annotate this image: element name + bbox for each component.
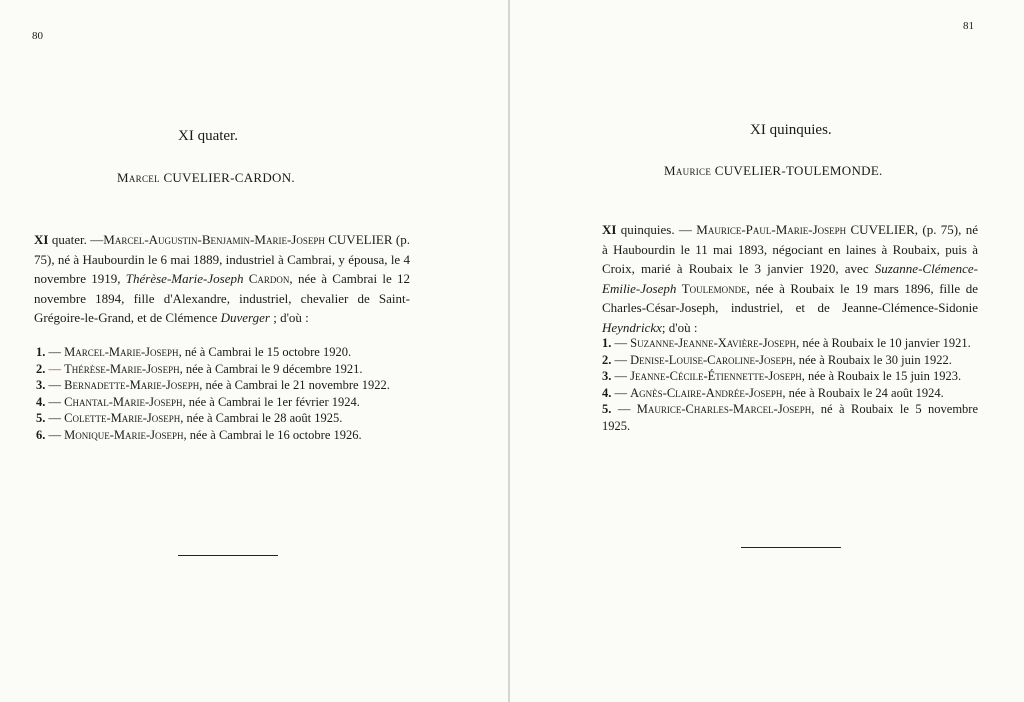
entry-ref: XI — [34, 232, 49, 247]
intro-text-c: ; d'où : — [661, 319, 698, 335]
child-entry: 4. — Chantal-Marie-Joseph, née à Cambrai le 1er février 1924. — [36, 394, 360, 409]
section-subtitle-left — [117, 170, 295, 186]
child-number: 2. — [602, 352, 612, 367]
subtitle-first-name: Marcel — [117, 170, 160, 185]
child-name: Denise-Louise-Caroline-Joseph — [630, 352, 793, 367]
mother-surname: Duverger — [220, 310, 270, 325]
child-entry: 1. — Suzanne-Jeanne-Xavière-Joseph, née à Roubaix le 10 janvier 1921. — [602, 336, 971, 350]
child-number: 6. — [36, 427, 46, 442]
child-name: Jeanne-Cécile-Étiennette-Joseph — [630, 369, 802, 383]
entry-ref: XI — [602, 222, 617, 237]
right-page — [514, 0, 1024, 702]
intro-text-a: CUVELIER, (p. 75), né à Haubourdin le 11 mai 1893, négociant en laines à Roubaix, puis à Croix, marié à Roubaix le 3 janvier 1920, avec — [602, 222, 978, 276]
child-number: 5. — [36, 411, 46, 425]
child-entry: 5. — Maurice-Charles-Marcel-Joseph, né à Roubaix le 5 novembre 1925. — [602, 402, 978, 433]
child-details: , né à Roubaix le 5 novembre 1925. — [602, 402, 978, 433]
child-details: , née à Cambrai le 21 novembre 1922. — [199, 378, 390, 392]
spouse-first-names: Thérèse-Marie-Joseph — [125, 271, 244, 286]
child-name: Bernadette-Marie-Joseph — [64, 378, 200, 392]
child-details: , née à Cambrai le 1er février 1924. — [182, 394, 360, 409]
intro-text-a: CUVELIER (p. 75), né à Haubourdin le 6 mai 1889, industriel à Cambrai, y épousa, le 4 novembre 1919, — [34, 232, 410, 286]
child-name: Monique-Marie-Joseph — [64, 427, 184, 442]
person-names: Marcel-Augustin-Benjamin-Marie-Joseph — [103, 232, 325, 247]
child-number: 3. — [602, 369, 612, 383]
page-number-right: 81 — [963, 20, 974, 32]
end-rule-left — [178, 555, 278, 556]
child-number: 5. — [602, 402, 612, 416]
section-title-left: XI quater. — [178, 128, 238, 144]
intro-paragraph-right — [602, 220, 978, 337]
child-entry: 2. — Thérèse-Marie-Joseph, née à Cambrai le 9 décembre 1921. — [36, 361, 363, 376]
subtitle-surname: CUVELIER-TOULEMONDE. — [714, 163, 883, 178]
child-name: Marcel-Marie-Joseph — [64, 345, 179, 359]
child-entry: 6. — Monique-Marie-Joseph, née à Cambrai le 16 octobre 1926. — [36, 427, 362, 442]
child-entry: 3. — Jeanne-Cécile-Étiennette-Joseph, née à Roubaix le 15 juin 1923. — [602, 369, 962, 383]
child-details: , née à Roubaix le 15 juin 1923. — [801, 369, 962, 383]
intro-text-b: , née à Roubaix le 19 mars 1896, fille de Charles-César-Joseph, industriel, et de Jeanne-Clémence-Sidonie — [602, 280, 978, 315]
subtitle-first-name: Maurice — [664, 163, 712, 178]
child-name: Maurice-Charles-Marcel-Joseph — [636, 402, 812, 416]
person-names: Maurice-Paul-Marie-Joseph — [691, 222, 847, 237]
child-entry: 4. — Agnès-Claire-Andrée-Joseph, née à Roubaix le 24 août 1924. — [602, 385, 944, 400]
child-number: 1. — [36, 345, 46, 359]
child-name: Thérèse-Marie-Joseph — [64, 361, 180, 376]
entry-ref-suffix: quater. — — [48, 232, 104, 247]
child-details: , née à Cambrai le 9 décembre 1921. — [179, 361, 363, 376]
spouse-surname: Toulemonde — [676, 280, 747, 296]
spouse-surname: Cardon — [243, 271, 290, 286]
child-number: 1. — [602, 336, 612, 350]
child-number: 3. — [36, 378, 46, 392]
intro-paragraph-left — [34, 230, 410, 328]
page-number-left: 80 — [32, 30, 43, 42]
child-details: , née à Cambrai le 28 août 1925. — [180, 411, 343, 425]
book-gutter — [508, 0, 510, 702]
child-details: , née à Roubaix le 30 juin 1922. — [792, 352, 952, 367]
child-number: 4. — [602, 385, 612, 400]
spouse-first-names: Suzanne-Clémence-Emilie-Joseph — [602, 261, 978, 296]
child-name: Colette-Marie-Joseph — [64, 411, 181, 425]
left-page — [0, 0, 505, 702]
child-entry: 3. — Bernadette-Marie-Joseph, née à Cambrai le 21 novembre 1922. — [36, 378, 390, 392]
child-number: 2. — [36, 361, 46, 376]
child-name: Agnès-Claire-Andrée-Joseph — [630, 385, 783, 400]
end-rule-right — [741, 547, 841, 548]
intro-text-c: ; d'où : — [269, 310, 309, 325]
child-details: , née à Roubaix le 10 janvier 1921. — [796, 336, 971, 350]
mother-surname: Heyndrickx — [602, 319, 662, 335]
section-title-right: XI quinquies. — [750, 122, 832, 138]
children-list-right — [602, 335, 978, 434]
section-subtitle-right — [664, 163, 883, 179]
children-list-left — [36, 344, 414, 443]
child-entry: 2. — Denise-Louise-Caroline-Joseph, née à Roubaix le 30 juin 1922. — [602, 352, 952, 367]
child-entry: 5. — Colette-Marie-Joseph, née à Cambrai le 28 août 1925. — [36, 411, 343, 425]
child-entry: 1. — Marcel-Marie-Joseph, né à Cambrai le 15 octobre 1920. — [36, 345, 352, 359]
child-number: 4. — [36, 394, 46, 409]
child-details: , né à Cambrai le 15 octobre 1920. — [178, 345, 352, 359]
entry-ref-suffix: quinquies. — — [616, 222, 692, 237]
child-name: Chantal-Marie-Joseph — [64, 394, 183, 409]
child-details: , née à Roubaix le 24 août 1924. — [782, 385, 944, 400]
intro-text-b: , née à Cambrai le 12 novembre 1894, fille d'Alexandre, industriel, chevalier de Saint-Grégoire-le-Grand, et de Clémence — [34, 271, 410, 325]
child-details: , née à Cambrai le 16 octobre 1926. — [183, 427, 362, 442]
subtitle-surname: CUVELIER-CARDON. — [163, 170, 295, 185]
child-name: Suzanne-Jeanne-Xavière-Joseph — [630, 336, 797, 350]
